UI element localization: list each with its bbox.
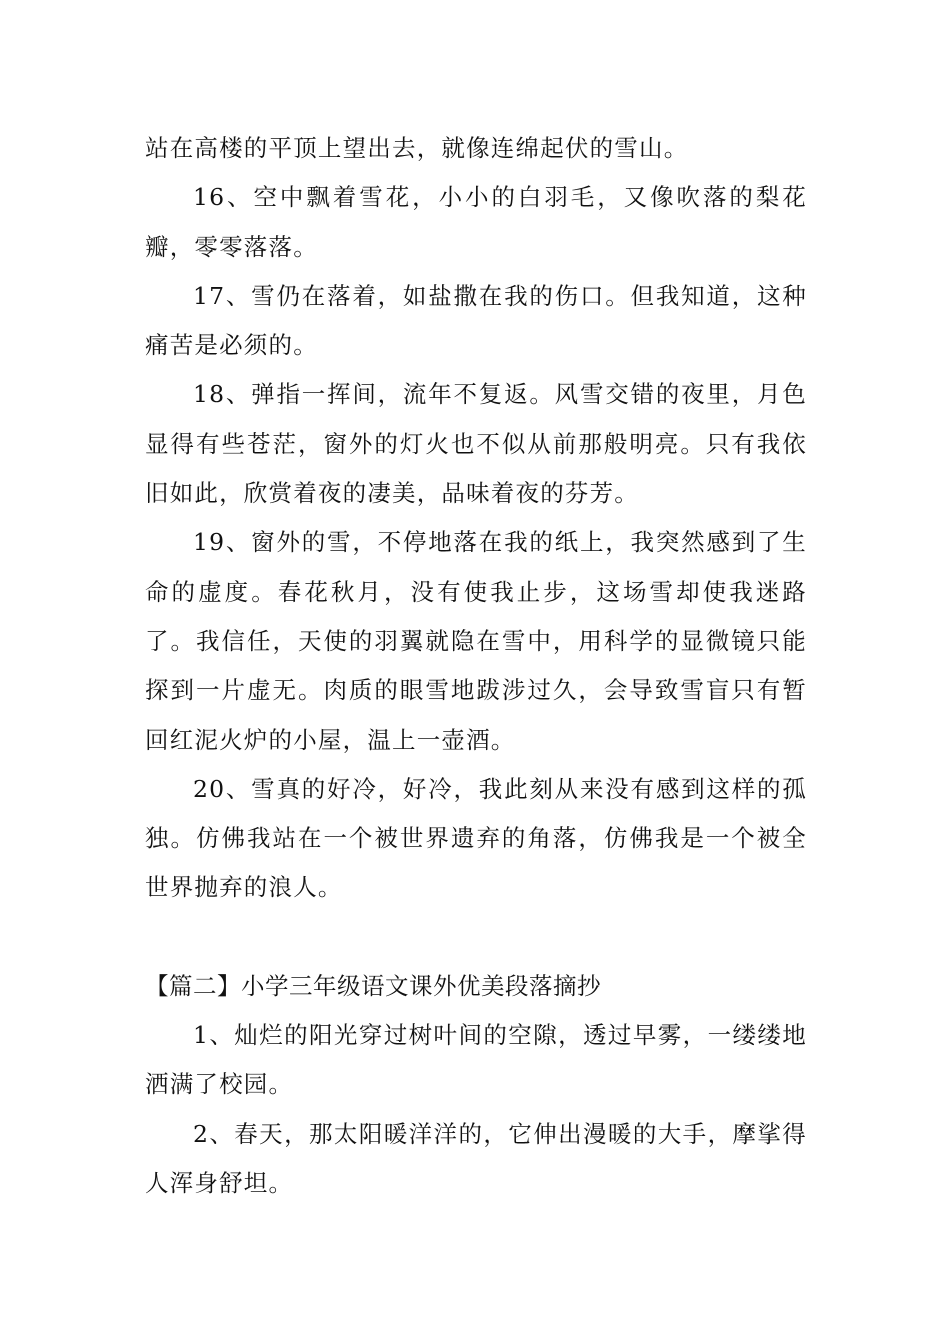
paragraph-item-19: 19、窗外的雪，不停地落在我的纸上，我突然感到了生命的虚度。春花秋月，没有使我止步，这场雪却使我迷路了。我信任，天使的羽翼就隐在雪中，用科学的显微镜只能探到一片虚无。肉质的眼雪地跋涉过久，会导致雪盲只有暂回红泥火炉的小屋，温上一壶酒。 bbox=[145, 528, 807, 754]
paragraph-item-20: 20、雪真的好冷，好冷，我此刻从来没有感到这样的孤独。仿佛我站在一个被世界遗弃的角落，仿佛我是一个被全世界抛弃的浪人。 bbox=[145, 774, 807, 902]
paragraph-item-2: 2、春天，那太阳暖洋洋的，它伸出漫暖的大手，摩挲得人浑身舒坦。 bbox=[145, 1119, 807, 1197]
paragraph-continuation: 站在高楼的平顶上望出去，就像连绵起伏的雪山。 bbox=[145, 134, 689, 162]
document-page bbox=[145, 124, 807, 1208]
paragraph-item-18: 18、弹指一挥间，流年不复返。风雪交错的夜里，月色显得有些苍茫，窗外的灯火也不似从前那般明亮。只有我依旧如此，欣赏着夜的凄美，品味着夜的芬芳。 bbox=[145, 380, 807, 508]
section-title: 【篇二】小学三年级语文课外优美段落摘抄 bbox=[145, 971, 601, 1000]
paragraph-item-17: 17、雪仍在落着，如盐撒在我的伤口。但我知道，这种痛苦是必须的。 bbox=[145, 281, 807, 360]
paragraph-item-1: 1、灿烂的阳光穿过树叶间的空隙，透过早雾，一缕缕地洒满了校园。 bbox=[145, 1021, 807, 1099]
paragraph-item-16: 16、空中飘着雪花，小小的白羽毛，又像吹落的梨花瓣，零零落落。 bbox=[145, 183, 807, 261]
